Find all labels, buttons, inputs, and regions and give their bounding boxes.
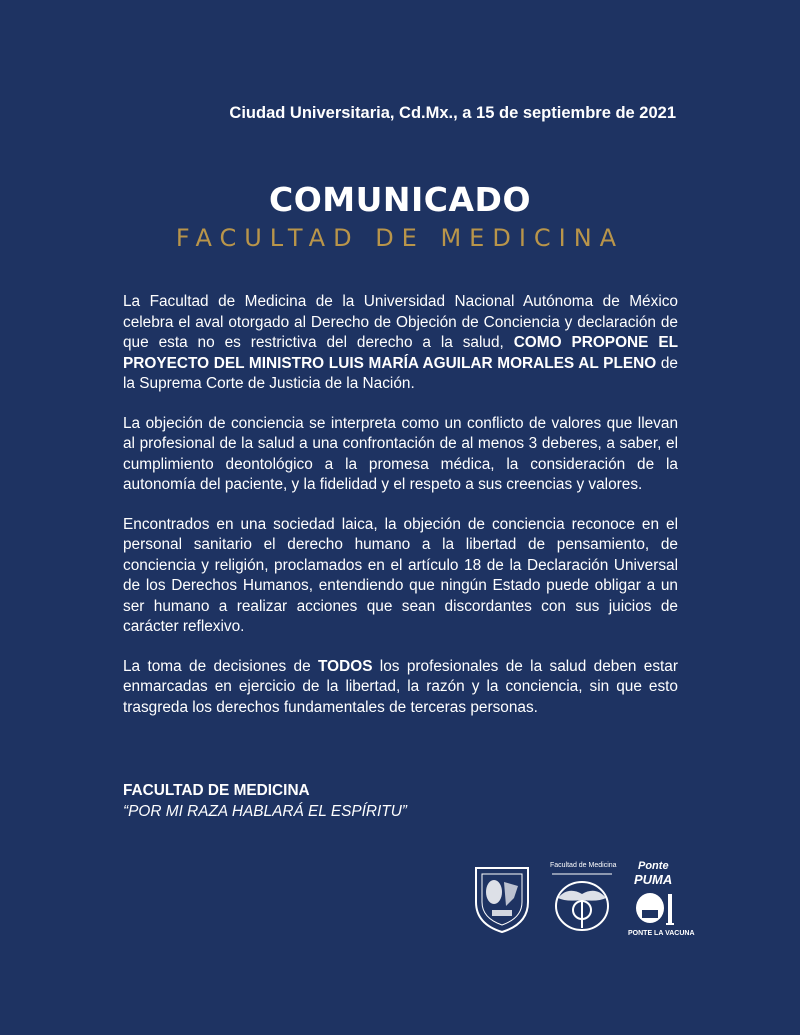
ponte-puma-text-b: PUMA bbox=[634, 872, 673, 887]
logo-strip bbox=[470, 860, 695, 942]
signature-block bbox=[123, 780, 407, 822]
unam-shield-logo bbox=[470, 862, 534, 934]
ponte-puma-text-a: Ponte bbox=[638, 860, 669, 872]
paragraph-4-tail: los profesionales de la salud deben estar enmarcadas en ejercicio de la libertad, la razón y la conciencia, sin que esto trasgreda los derechos fundamentales de terceras personas. bbox=[123, 657, 678, 716]
communique-body bbox=[123, 292, 678, 737]
signature-org: FACULTAD DE MEDICINA bbox=[123, 782, 310, 799]
facmed-logo-label: Facultad de Medicina bbox=[550, 862, 617, 869]
ponte-puma-logo bbox=[628, 860, 695, 942]
page-subtitle: FACULTAD DE MEDICINA bbox=[175, 224, 625, 252]
paragraph-4-bold: TODOS bbox=[318, 657, 373, 675]
date-line: Ciudad Universitaria, Cd.Mx., a 15 de septiembre de 2021 bbox=[229, 104, 676, 122]
signature-motto: “POR MI RAZA HABLARÁ EL ESPÍRITU” bbox=[123, 803, 407, 820]
paragraph-1-text: La Facultad de Medicina de la Universidad Nacional Autónoma de México celebra el aval otorgado al Derecho de Objeción de Conciencia y declaración de que esta no es restrictiva del derecho a la salud, bbox=[123, 293, 678, 351]
paragraph-3: Encontrados en una sociedad laica, la objeción de conciencia reconoce en el personal sanitario el derecho humano a la libertad de pensamiento, de conciencia y religión, proclamados en el artículo 18 de la Declaración Universal de los Derechos Humanos, entendiendo que ningún Estado puede obligar a un ser humano a realizar acciones que sean discordantes con sus juicios de carácter reflexivo. bbox=[123, 515, 678, 635]
ponte-vacuna-text: PONTE LA VACUNA bbox=[628, 930, 695, 937]
page-title: COMUNICADO bbox=[268, 180, 531, 219]
paragraph-4 bbox=[123, 657, 678, 719]
paragraph-1 bbox=[123, 292, 678, 395]
paragraph-1-tail: de la Suprema Corte de Justicia de la Nación. bbox=[123, 354, 678, 392]
paragraph-4-text: La toma de decisiones de bbox=[123, 657, 319, 675]
facmed-logo bbox=[548, 862, 616, 938]
paragraph-1-bold: COMO PROPONE EL PROYECTO DEL MINISTRO LUIS MARÍA AGUILAR MORALES AL PLENO bbox=[123, 334, 678, 372]
paragraph-2: La objeción de conciencia se interpreta como un conflicto de valores que llevan al profesional de la salud a una confrontación de al menos 3 deberes, a saber, el cumplimiento deontológico a la promesa médica, la consideración de la autonomía del paciente, y la fidelidad y el respeto a sus creencias y valores. bbox=[123, 414, 678, 493]
